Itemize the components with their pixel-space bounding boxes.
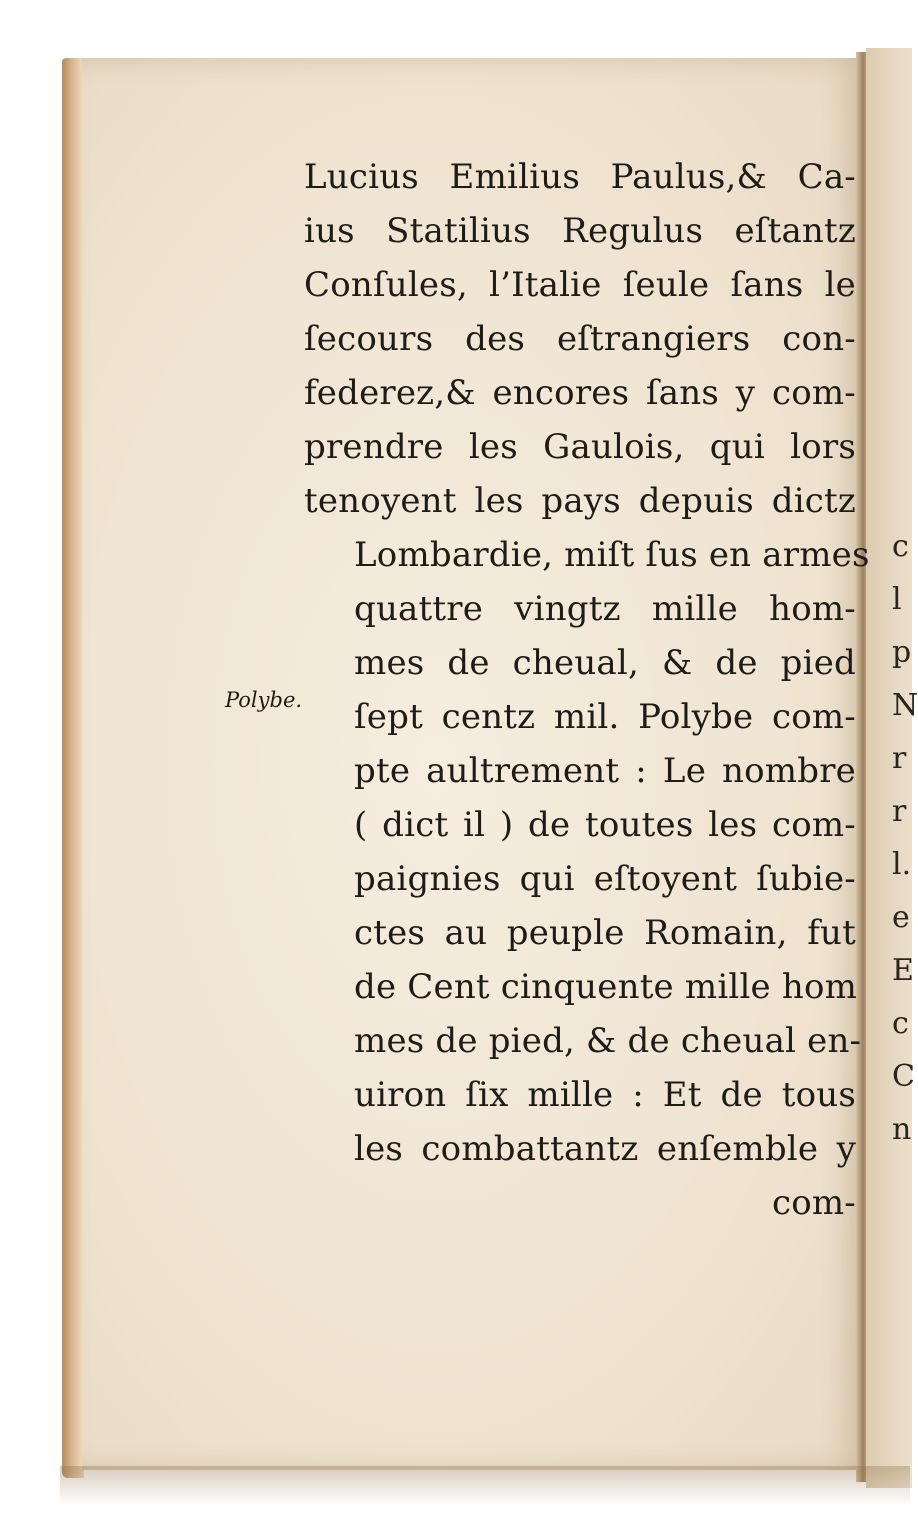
facing-letter: r (892, 741, 907, 776)
facing-letter: C (892, 1059, 915, 1094)
text-line: mes de cheual, & de pied (354, 643, 856, 683)
text-line: de Cent cinquente mille hom (354, 967, 858, 1007)
text-line: tenoyent les pays depuis dictz (304, 481, 856, 521)
text-line: prendre les Gaulois, qui lors (304, 427, 856, 467)
text-line: Conſules, l’Italie ſeule ſans le (304, 265, 856, 305)
text-line: uiron ſix mille : Et de tous (354, 1075, 856, 1115)
facing-letter: N (892, 688, 918, 723)
catchword: com- (771, 1183, 856, 1223)
facing-letter: c (892, 1006, 909, 1041)
facing-letter: c (892, 529, 909, 564)
margin-note: Polybe. (225, 688, 303, 712)
facing-letter: l (892, 582, 902, 617)
text-line: quattre vingtz mille hom- (354, 589, 856, 629)
facing-letter: l. (892, 847, 912, 882)
text-line: pte aultrement : Le nombre (354, 751, 856, 791)
text-line: federez,& encores ſans y com- (304, 373, 856, 413)
facing-letter: e (892, 900, 910, 935)
text-line: Lombardie, miſt ſus en armes (354, 535, 870, 575)
text-line: ius Statilius Regulus eſtantz (304, 211, 856, 251)
page-bottom-shadow (60, 1466, 910, 1506)
text-line: mes de pied, & de cheual en- (354, 1021, 862, 1061)
facing-letter: E (892, 953, 914, 988)
text-line: ( dict il ) de toutes les com- (354, 805, 856, 845)
facing-letter: n (892, 1112, 912, 1147)
text-line: les combattantz enſemble y (354, 1129, 856, 1169)
text-line: ſept centz mil. Polybe com- (354, 697, 856, 737)
page-edges (62, 58, 84, 1478)
text-line: ſecours des eſtrangiers con- (304, 319, 856, 359)
body-text (304, 150, 870, 1230)
text-line: ctes au peuple Romain, fut (354, 913, 856, 953)
facing-letter: p (892, 635, 912, 670)
text-line: Lucius Emilius Paulus,& Ca- (304, 157, 856, 197)
facing-letter: r (892, 794, 907, 829)
text-line: paignies qui eſtoyent ſubie- (354, 859, 856, 899)
facing-page-text (892, 520, 918, 1156)
